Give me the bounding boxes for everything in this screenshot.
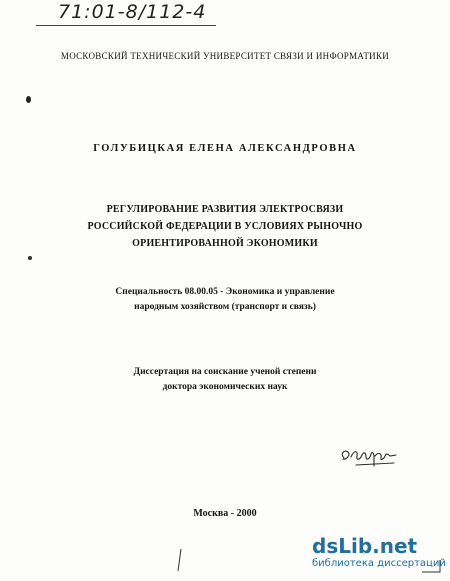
- degree-line: Диссертация на соискание ученой степени: [133, 367, 317, 377]
- author-name: ГОЛУБИЦКАЯ ЕЛЕНА АЛЕКСАНДРОВНА: [93, 143, 357, 154]
- handwritten-catalog-code: 71:01-8/112-4: [58, 1, 207, 23]
- watermark-tagline: библиотека диссертаций: [312, 558, 446, 569]
- handwritten-signature: [338, 444, 398, 470]
- code-underline: [36, 25, 216, 26]
- watermark-dslib: [312, 534, 446, 576]
- title-line: РОССИЙСКОЙ ФЕДЕРАЦИИ В УСЛОВИЯХ РЫНОЧНО: [87, 221, 363, 232]
- city-year: Москва - 2000: [193, 508, 257, 519]
- degree-line: доктора экономических наук: [162, 382, 288, 392]
- scan-punch-mark-small: [28, 256, 32, 260]
- watermark-logo-main: dsLib: [312, 534, 373, 558]
- scan-punch-mark: [26, 96, 31, 103]
- specialty-line: Специальность 08.00.05 - Экономика и управление: [115, 287, 335, 297]
- specialty-line: народным хозяйством (транспорт и связь): [134, 302, 316, 312]
- title-line: ОРИЕНТИРОВАННОЙ ЭКОНОМИКИ: [132, 238, 318, 249]
- watermark-logo: [312, 534, 417, 558]
- scan-artifact-stroke: [172, 548, 186, 572]
- watermark-logo-tld: .net: [372, 534, 418, 558]
- university-name: МОСКОВСКИЙ ТЕХНИЧЕСКИЙ УНИВЕРСИТЕТ СВЯЗИ И ИНФОРМАТИКИ: [60, 51, 390, 61]
- title-line: РЕГУЛИРОВАНИЕ РАЗВИТИЯ ЭЛЕКТРОСВЯЗИ: [106, 204, 344, 215]
